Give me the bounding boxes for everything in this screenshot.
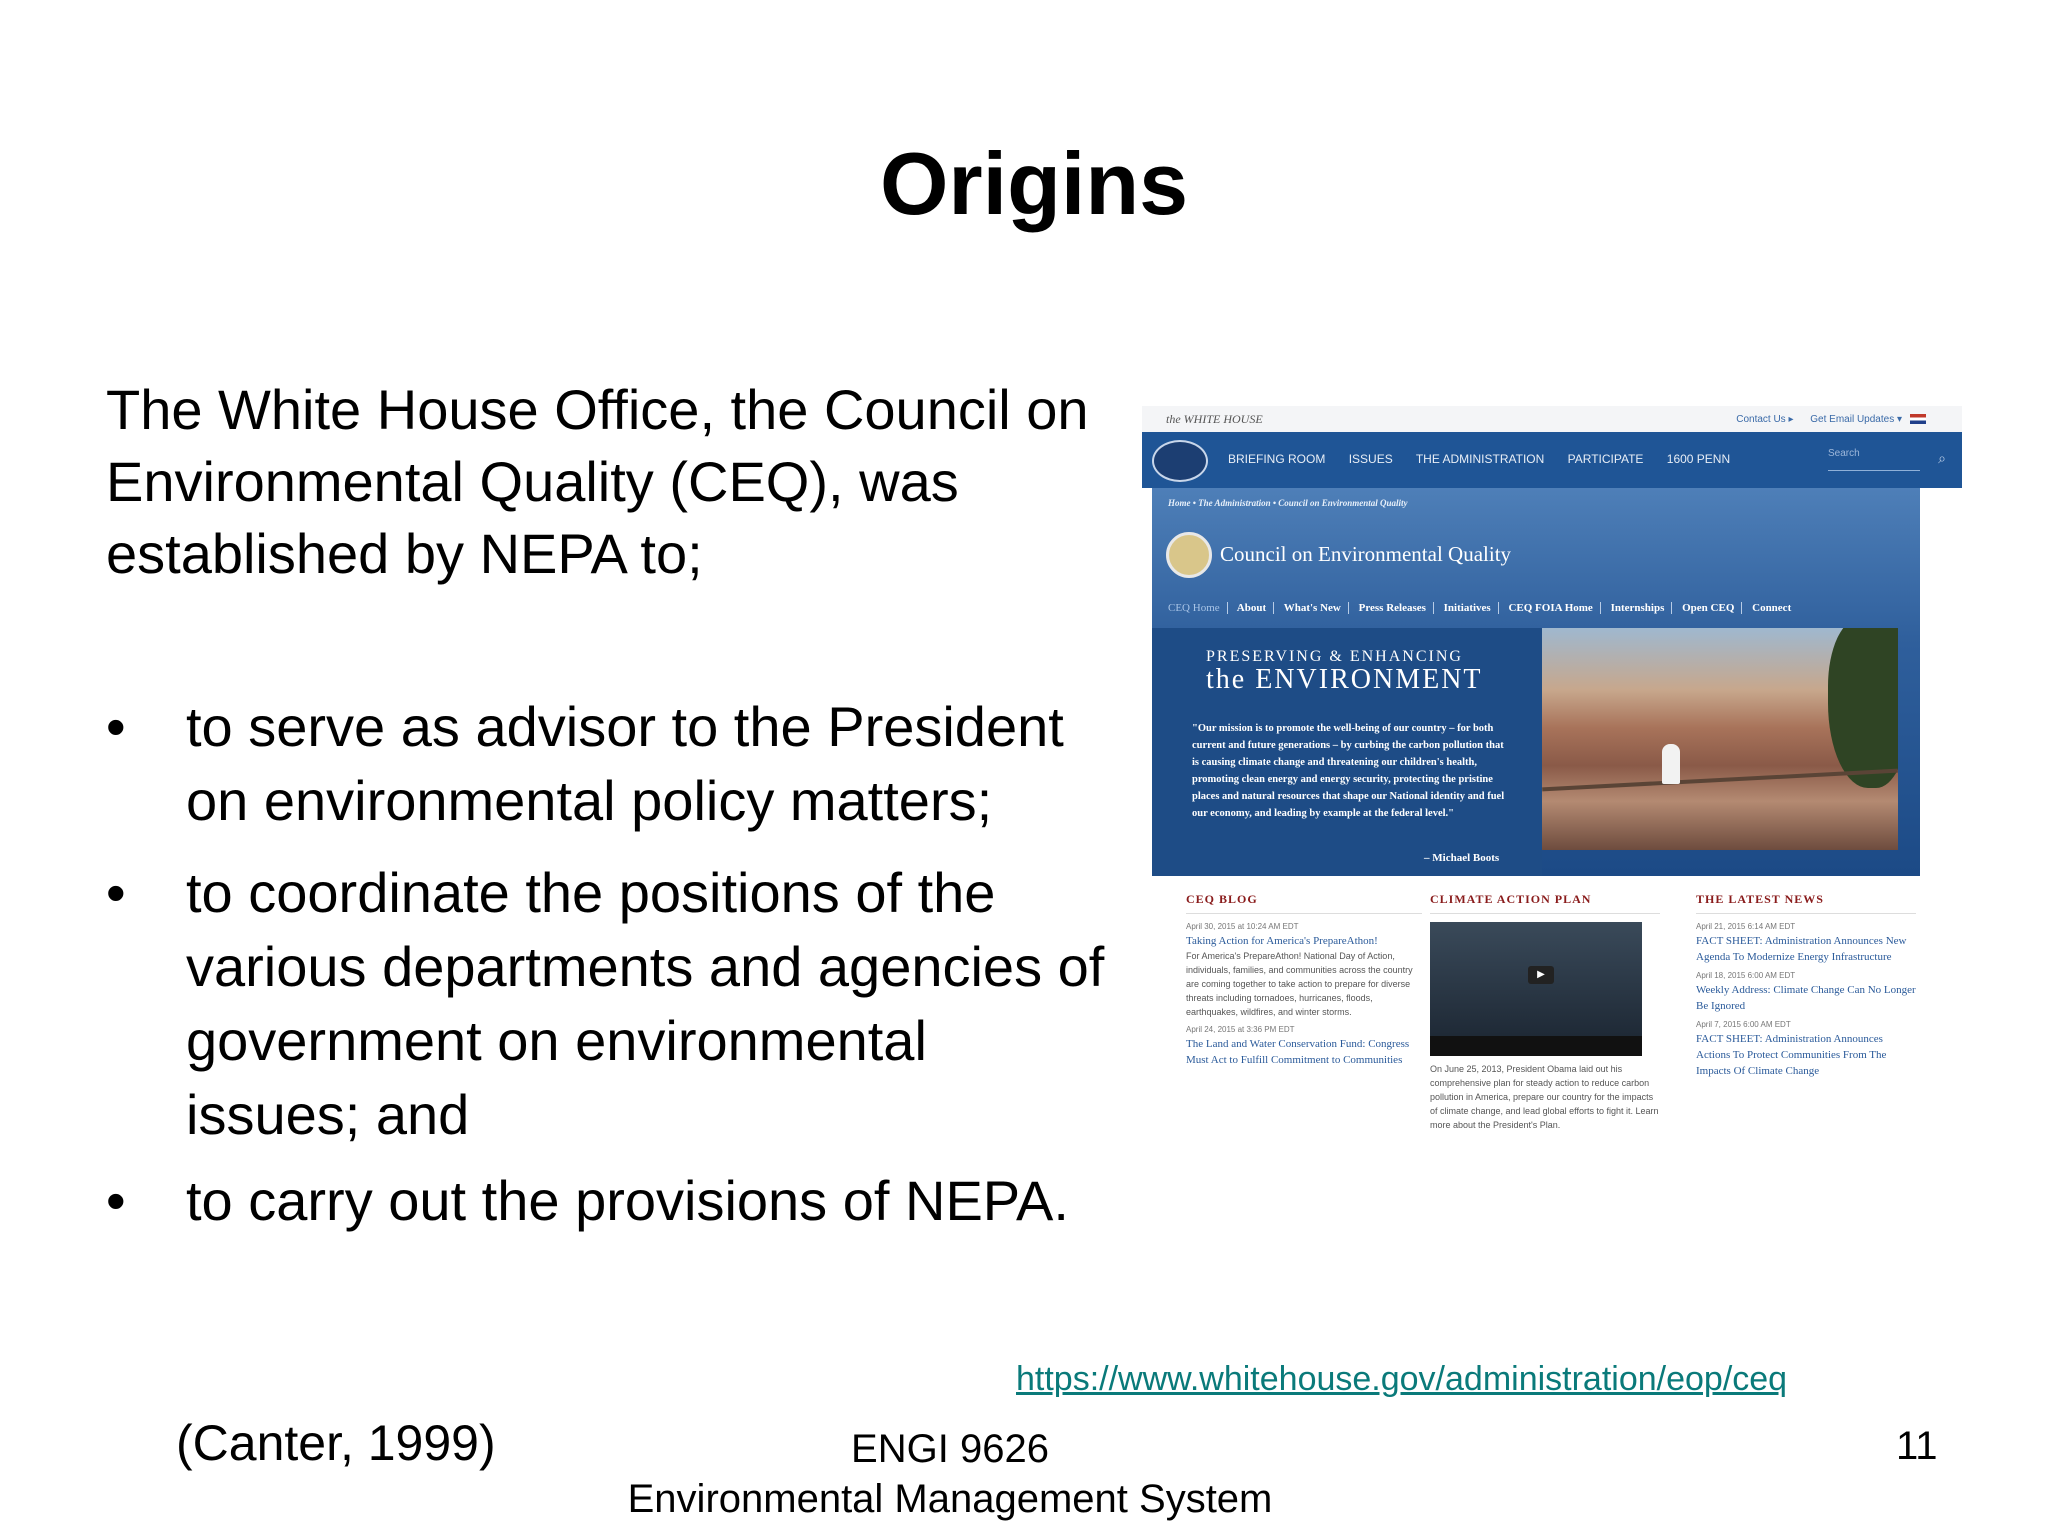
ceq-subnav bbox=[1168, 602, 1805, 614]
breadcrumb: Home • The Administration • Council on Environmental Quality bbox=[1168, 498, 1408, 508]
railing-shape bbox=[1542, 769, 1898, 792]
latest-news-column bbox=[1696, 892, 1916, 1079]
white-house-seal-icon bbox=[1152, 440, 1208, 482]
page-number: 11 bbox=[1896, 1424, 1938, 1468]
plan-heading: CLIMATE ACTION PLAN bbox=[1430, 892, 1660, 914]
hero-quote: "Our mission is to promote the well-being of our country – for both current and future generations – by curbing the carbon pollution that is causing climate change and threatening our children's health, promoting clean energy and energy security, protecting the pristine places and natural resources that shape our National identity and fuel our economy, and leading by example at the federal level." bbox=[1192, 723, 1505, 819]
news-title: Weekly Address: Climate Change Can No Longer Be Ignored bbox=[1696, 984, 1916, 1012]
presidential-seal-icon bbox=[1166, 532, 1212, 578]
post-date: April 30, 2015 at 10:24 AM EDT bbox=[1186, 922, 1299, 931]
subnav-item: CEQ Home bbox=[1168, 602, 1228, 614]
subnav-item: Initiatives bbox=[1444, 602, 1499, 614]
wh-nav-bar bbox=[1142, 432, 1962, 488]
bullet-list bbox=[106, 690, 1116, 1250]
subnav-item: Press Releases bbox=[1359, 602, 1434, 614]
post-body: For America's PrepareAthon! National Day of Action, individuals, families, and communities across the country are coming together to take action to prepare for diverse threats including tornadoes, hurricanes, floods, earthquakes, wildfires, and winter storms. bbox=[1186, 951, 1413, 1017]
ceq-blog-column bbox=[1186, 892, 1422, 1068]
news-heading: THE LATEST NEWS bbox=[1696, 892, 1916, 914]
search-icon: ⌕ bbox=[1938, 452, 1946, 467]
ceq-title: Council on Environmental Quality bbox=[1220, 542, 1512, 566]
wh-utility-bar bbox=[1142, 406, 1962, 432]
nav-item: ISSUES bbox=[1348, 452, 1393, 466]
play-icon: ▶ bbox=[1528, 966, 1554, 984]
hero-attribution: – Michael Boots bbox=[1424, 852, 1500, 864]
post-date: April 24, 2015 at 3:36 PM EDT bbox=[1186, 1025, 1295, 1034]
subnav-item: About bbox=[1237, 602, 1274, 614]
subnav-item: CEQ FOIA Home bbox=[1508, 602, 1600, 614]
flag-icon bbox=[1910, 414, 1926, 424]
email-updates-link: Get Email Updates ▾ bbox=[1810, 414, 1902, 425]
wh-nav-items bbox=[1228, 452, 1750, 466]
contact-link: Contact Us ▸ bbox=[1736, 414, 1794, 425]
news-date: April 7, 2015 6:00 AM EDT bbox=[1696, 1020, 1791, 1029]
blog-heading: CEQ BLOG bbox=[1186, 892, 1422, 914]
subnav-item: Open CEQ bbox=[1682, 602, 1742, 614]
nav-item: THE ADMINISTRATION bbox=[1415, 452, 1545, 466]
course-name: Environmental Management System bbox=[627, 1477, 1273, 1521]
subnav-item: Connect bbox=[1752, 602, 1792, 614]
website-screenshot bbox=[1142, 406, 1962, 1162]
hero-heading-line1: PRESERVING & ENHANCING bbox=[1206, 648, 1463, 665]
climate-plan-column bbox=[1430, 892, 1660, 1132]
nav-item: PARTICIPATE bbox=[1567, 452, 1644, 466]
news-date: April 18, 2015 6:00 AM EDT bbox=[1696, 971, 1796, 980]
news-title: FACT SHEET: Administration Announces Actions To Protect Communities From The Impacts Of Climate Change bbox=[1696, 1033, 1887, 1077]
plan-body: On June 25, 2013, President Obama laid out his comprehensive plan for steady action to reduce carbon pollution in America, prepare our country for the impacts of climate change, and lead global efforts to fight it. Learn more about the President's Plan. bbox=[1430, 1064, 1659, 1130]
post-title: The Land and Water Conservation Fund: Congress Must Act to Fulfill Commitment to Communities bbox=[1186, 1038, 1410, 1066]
wh-search-field: Search bbox=[1828, 448, 1920, 471]
citation: (Canter, 1999) bbox=[176, 1415, 496, 1471]
course-code: ENGI 9626 bbox=[851, 1427, 1049, 1471]
video-control-bar bbox=[1430, 1036, 1642, 1056]
intro-text: The White House Office, the Council on Environmental Quality (CEQ), was established by NEPA to; bbox=[106, 378, 1089, 585]
course-footer bbox=[620, 1424, 1280, 1524]
bullet-item: • to coordinate the positions of the various departments and agencies of government on environmental issues; and bbox=[106, 856, 1116, 1152]
nav-item: BRIEFING ROOM bbox=[1228, 452, 1326, 466]
bullet-item: • to carry out the provisions of NEPA. bbox=[106, 1164, 1116, 1238]
wh-logo: the WHITE HOUSE bbox=[1166, 412, 1263, 426]
hero-text-block bbox=[1152, 628, 1542, 876]
person-shape bbox=[1662, 744, 1680, 784]
ceq-panel bbox=[1152, 488, 1920, 876]
news-title: FACT SHEET: Administration Announces New Agenda To Modernize Energy Infrastructure bbox=[1696, 935, 1907, 963]
slide-title: Origins bbox=[879, 134, 1189, 233]
nav-item: 1600 PENN bbox=[1666, 452, 1731, 466]
video-thumbnail bbox=[1430, 922, 1642, 1056]
tree-shape bbox=[1828, 628, 1898, 788]
bullet-item: • to serve as advisor to the President on environmental policy matters; bbox=[106, 690, 1116, 838]
subnav-item: Internships bbox=[1611, 602, 1673, 614]
post-title: Taking Action for America's PrepareAthon! bbox=[1186, 935, 1378, 947]
subnav-item: What's New bbox=[1284, 602, 1349, 614]
wh-utility-links bbox=[1722, 414, 1902, 425]
grand-canyon-photo bbox=[1542, 628, 1898, 850]
news-date: April 21, 2015 6:14 AM EDT bbox=[1696, 922, 1796, 931]
hero-heading-line2: the ENVIRONMENT bbox=[1206, 664, 1483, 695]
source-link[interactable]: https://www.whitehouse.gov/administration/eop/ceq bbox=[1016, 1360, 1788, 1398]
